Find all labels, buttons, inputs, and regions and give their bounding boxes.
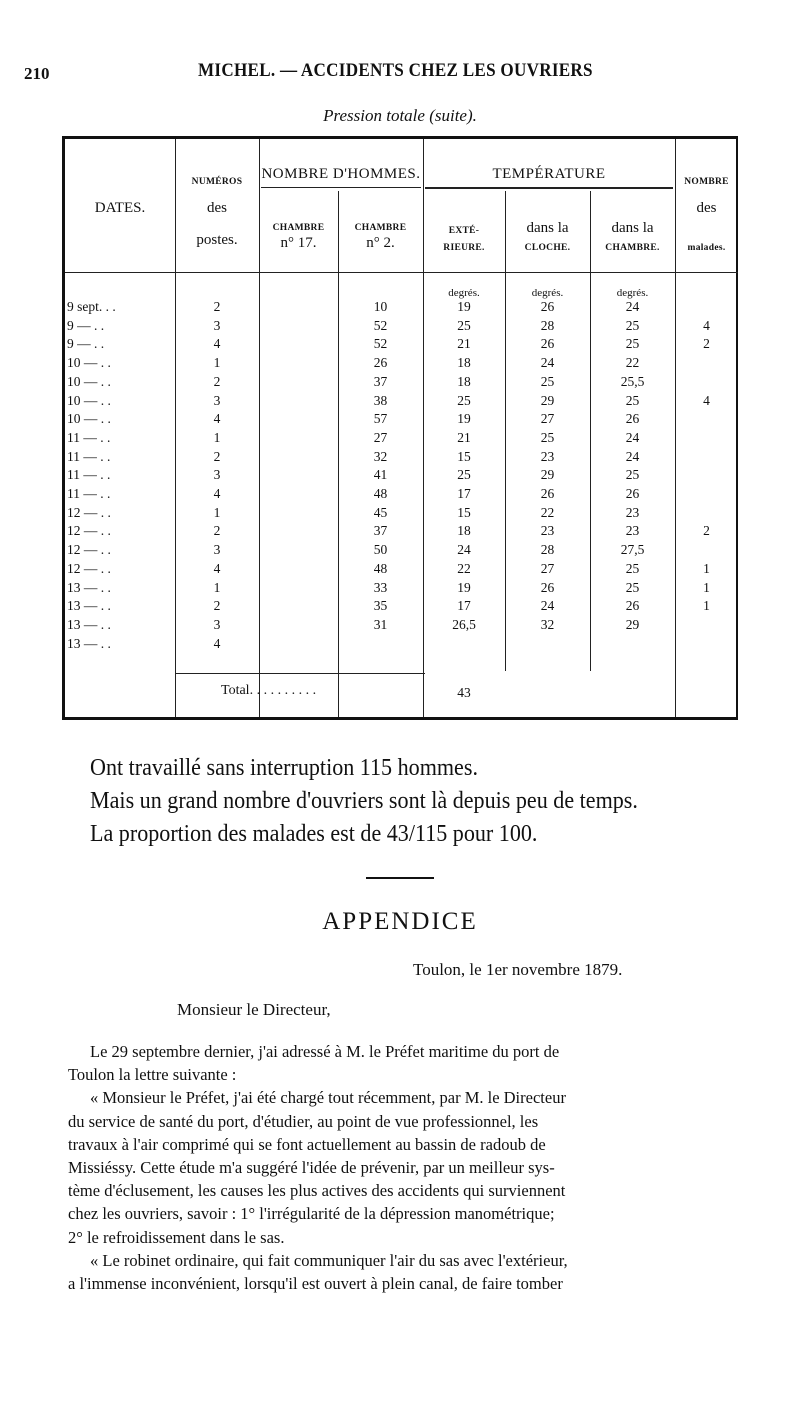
appendice-title: APPENDICE <box>322 908 478 935</box>
cell-date: 13 — . . <box>67 598 111 614</box>
cell-poste: 3 <box>213 616 221 632</box>
cell-c2: 32 <box>373 448 388 464</box>
cell-date: 12 — . . <box>67 523 111 539</box>
header-malades: NOMBRE <box>684 177 729 187</box>
cell-poste: 2 <box>213 448 221 464</box>
letter-line: Toulon la lettre suivante : <box>68 1065 237 1085</box>
cell-ext: 19 <box>457 579 471 595</box>
cell-poste: 4 <box>213 411 221 427</box>
header-chambre2: CHAMBRE <box>354 223 407 233</box>
header-chambre: CHAMBRE. <box>605 243 660 253</box>
cell-c2: 52 <box>373 336 388 352</box>
cell-poste: 1 <box>213 355 221 371</box>
header-cloche: CLOCHE. <box>524 243 571 253</box>
cell-chambre: 23 <box>625 523 640 539</box>
header-rule <box>425 187 673 189</box>
cell-malades: 1 <box>703 579 710 595</box>
cell-ext: 25 <box>457 467 471 483</box>
header-exterieure: RIEURE. <box>443 243 485 253</box>
cell-ext: 21 <box>457 429 471 445</box>
cell-ext: 15 <box>457 448 471 464</box>
cell-c2: 26 <box>373 355 388 371</box>
cell-malades: 2 <box>703 523 710 539</box>
cell-poste: 1 <box>213 579 221 595</box>
cell-poste: 3 <box>213 542 221 558</box>
cell-ext: 19 <box>457 411 471 427</box>
cell-poste: 1 <box>213 504 221 520</box>
cell-cloche: 24 <box>540 598 555 614</box>
cell-cloche: 27 <box>540 560 555 576</box>
cell-cloche: 25 <box>540 373 555 389</box>
summary-line: Mais un grand nombre d'ouvriers sont là depuis peu de temps. <box>90 788 638 814</box>
cell-poste: 2 <box>213 598 221 614</box>
cell-c2: 31 <box>373 616 388 632</box>
cell-chambre: 25 <box>625 579 640 595</box>
header-cloche: dans la <box>526 220 569 236</box>
header-chambre2: n° 2. <box>366 235 395 251</box>
cell-chambre: 24 <box>625 429 640 445</box>
header-chambre17: n° 17. <box>280 235 317 251</box>
cell-date: 10 — . . <box>67 373 111 389</box>
unit-label: degrés. <box>531 287 564 299</box>
cell-cloche: 23 <box>540 448 555 464</box>
cell-date: 11 — . . <box>67 486 111 501</box>
cell-poste: 4 <box>213 560 221 576</box>
cell-c2: 38 <box>373 392 388 408</box>
cell-c2: 48 <box>373 486 388 501</box>
cell-c2: 37 <box>373 523 388 539</box>
cell-date: 12 — . . <box>67 560 111 576</box>
cell-ext: 18 <box>457 355 471 371</box>
cell-ext: 17 <box>457 598 471 614</box>
cell-date: 13 — . . <box>67 579 111 595</box>
cell-chambre: 26 <box>625 411 640 427</box>
cell-malades: 2 <box>703 336 710 352</box>
letter-line: tème d'éclusement, les causes les plus actives des accidents qui surviennent <box>68 1181 566 1201</box>
cell-cloche: 29 <box>540 392 555 408</box>
cell-chambre: 26 <box>625 486 640 501</box>
cell-date: 9 sept. . . <box>67 299 116 314</box>
cell-cloche: 28 <box>540 542 555 558</box>
cell-date: 10 — . . <box>67 355 111 371</box>
col-divider <box>675 139 676 717</box>
cell-cloche: 26 <box>540 299 555 314</box>
cell-poste: 4 <box>213 635 221 651</box>
cell-chambre: 25,5 <box>620 373 645 389</box>
section-divider <box>366 877 434 879</box>
header-malades: malades. <box>687 243 726 253</box>
cell-ext: 25 <box>457 317 471 333</box>
cell-ext: 18 <box>457 373 471 389</box>
cell-chambre: 25 <box>625 467 640 483</box>
cell-cloche: 26 <box>540 486 555 501</box>
cell-chambre: 24 <box>625 299 640 314</box>
letter-line: du service de santé du port, d'étudier, au point de vue professionnel, les <box>68 1111 539 1131</box>
cell-c2: 27 <box>373 429 388 445</box>
cell-date: 13 — . . <box>67 635 111 651</box>
cell-ext: 17 <box>457 486 471 501</box>
header-numeros: des <box>207 200 227 216</box>
cell-poste: 3 <box>213 392 221 408</box>
cell-c2: 33 <box>373 579 388 595</box>
cell-cloche: 26 <box>540 579 555 595</box>
cell-c2: 48 <box>373 560 388 576</box>
cell-malades: 1 <box>703 560 710 576</box>
cell-poste: 3 <box>213 317 221 333</box>
cell-c2: 57 <box>373 411 388 427</box>
cell-cloche: 32 <box>540 616 555 632</box>
letter-line: « Monsieur le Préfet, j'ai été chargé tout récemment, par M. le Directeur <box>90 1088 566 1108</box>
cell-cloche: 25 <box>540 429 555 445</box>
cell-cloche: 26 <box>540 336 555 352</box>
total-value: 43 <box>457 685 471 700</box>
header-hommes: NOMBRE D'HOMMES. <box>261 166 421 182</box>
cell-c2: 52 <box>373 317 388 333</box>
cell-poste: 2 <box>213 373 221 389</box>
cell-chambre: 25 <box>625 392 640 408</box>
cell-c2: 35 <box>373 598 388 614</box>
header-numeros: NUMÉROS <box>191 177 243 187</box>
cell-chambre: 25 <box>625 560 640 576</box>
header-bottom-rule <box>65 272 738 273</box>
cell-date: 11 — . . <box>67 448 111 464</box>
cell-cloche: 24 <box>540 355 555 371</box>
cell-c2: 41 <box>373 467 388 483</box>
cell-cloche: 22 <box>540 504 555 520</box>
cell-date: 9 — . . <box>67 317 105 333</box>
header-temperature: TEMPÉRATURE <box>492 166 606 182</box>
cell-poste: 2 <box>213 299 221 314</box>
cell-malades: 1 <box>703 598 710 614</box>
cell-ext: 21 <box>457 336 471 352</box>
cell-ext: 25 <box>457 392 471 408</box>
place-date: Toulon, le 1er novembre 1879. <box>413 960 623 979</box>
cell-date: 11 — . . <box>67 429 111 445</box>
cell-c2: 37 <box>373 373 388 389</box>
header-rule <box>261 187 421 188</box>
cell-date: 13 — . . <box>67 616 111 632</box>
summary-line: Ont travaillé sans interruption 115 hommes. <box>90 755 478 781</box>
cell-poste: 2 <box>213 523 221 539</box>
table-caption: Pression totale (suite). <box>323 106 477 125</box>
cell-date: 12 — . . <box>67 542 111 558</box>
cell-c2: 45 <box>373 504 388 520</box>
data-table <box>62 136 738 720</box>
header-chambre17: CHAMBRE <box>272 223 325 233</box>
header-malades: des <box>696 200 717 216</box>
cell-date: 10 — . . <box>67 411 111 427</box>
cell-poste: 4 <box>213 336 221 352</box>
cell-date: 12 — . . <box>67 504 111 520</box>
letter-line: Le 29 septembre dernier, j'ai adressé à M. le Préfet maritime du port de <box>90 1042 560 1061</box>
header-numeros: postes. <box>196 232 238 248</box>
header-dates: DATES. <box>94 200 146 216</box>
cell-c2: 50 <box>373 542 388 558</box>
salutation: Monsieur le Directeur, <box>177 1000 331 1019</box>
cell-chambre: 27,5 <box>620 542 645 558</box>
summary-line: La proportion des malades est de 43/115 pour 100. <box>90 821 538 847</box>
cell-cloche: 28 <box>540 317 555 333</box>
letter-line: Missiéssy. Cette étude m'a suggéré l'idée de prévenir, par un meilleur sys- <box>68 1158 555 1177</box>
page-number: 210 <box>24 64 50 83</box>
cell-poste: 1 <box>213 429 221 445</box>
cell-c2: 10 <box>373 299 388 314</box>
cell-ext: 22 <box>457 560 471 576</box>
cell-cloche: 27 <box>540 411 555 427</box>
cell-malades: 4 <box>703 317 710 333</box>
letter-line: travaux à l'air comprimé qui se font actuellement au bassin de radoub de <box>68 1134 546 1154</box>
cell-chambre: 25 <box>625 336 640 352</box>
cell-ext: 15 <box>457 504 471 520</box>
cell-ext: 26,5 <box>452 616 476 632</box>
cell-chambre: 26 <box>625 598 640 614</box>
cell-chambre: 29 <box>625 616 640 632</box>
running-title: MICHEL. — ACCIDENTS CHEZ LES OUVRIERS <box>198 60 593 81</box>
cell-chambre: 25 <box>625 317 640 333</box>
letter-line: chez les ouvriers, savoir : 1° l'irrégularité de la dépression manométrique; <box>68 1204 555 1224</box>
cell-chambre: 23 <box>625 504 640 520</box>
cell-ext: 19 <box>457 299 471 314</box>
letter-line: « Le robinet ordinaire, qui fait communiquer l'air du sas avec l'extérieur, <box>90 1250 568 1270</box>
cell-ext: 24 <box>457 542 471 558</box>
cell-malades: 4 <box>703 392 710 408</box>
cell-chambre: 24 <box>625 448 640 464</box>
cell-cloche: 23 <box>540 523 555 539</box>
cell-cloche: 29 <box>540 467 555 483</box>
header-chambre: dans la <box>611 220 654 236</box>
cell-date: 10 — . . <box>67 392 111 408</box>
header-exterieure: EXTÉ- <box>448 226 480 236</box>
letter-line: 2° le refroidissement dans le sas. <box>68 1227 285 1247</box>
cell-poste: 3 <box>213 467 221 483</box>
cell-ext: 18 <box>457 523 471 539</box>
unit-label: degrés. <box>616 287 649 299</box>
cell-poste: 4 <box>213 486 221 501</box>
cell-chambre: 22 <box>625 355 640 371</box>
cell-date: 11 — . . <box>67 467 111 483</box>
unit-label: degrés. <box>448 287 480 299</box>
cell-date: 9 — . . <box>67 336 105 352</box>
total-label: Total. . . . . . . . . . <box>221 683 317 698</box>
letter-line: a l'immense inconvénient, lorsqu'il est ouvert à plein canal, de faire tomber <box>68 1274 563 1293</box>
total-rule <box>175 673 425 674</box>
